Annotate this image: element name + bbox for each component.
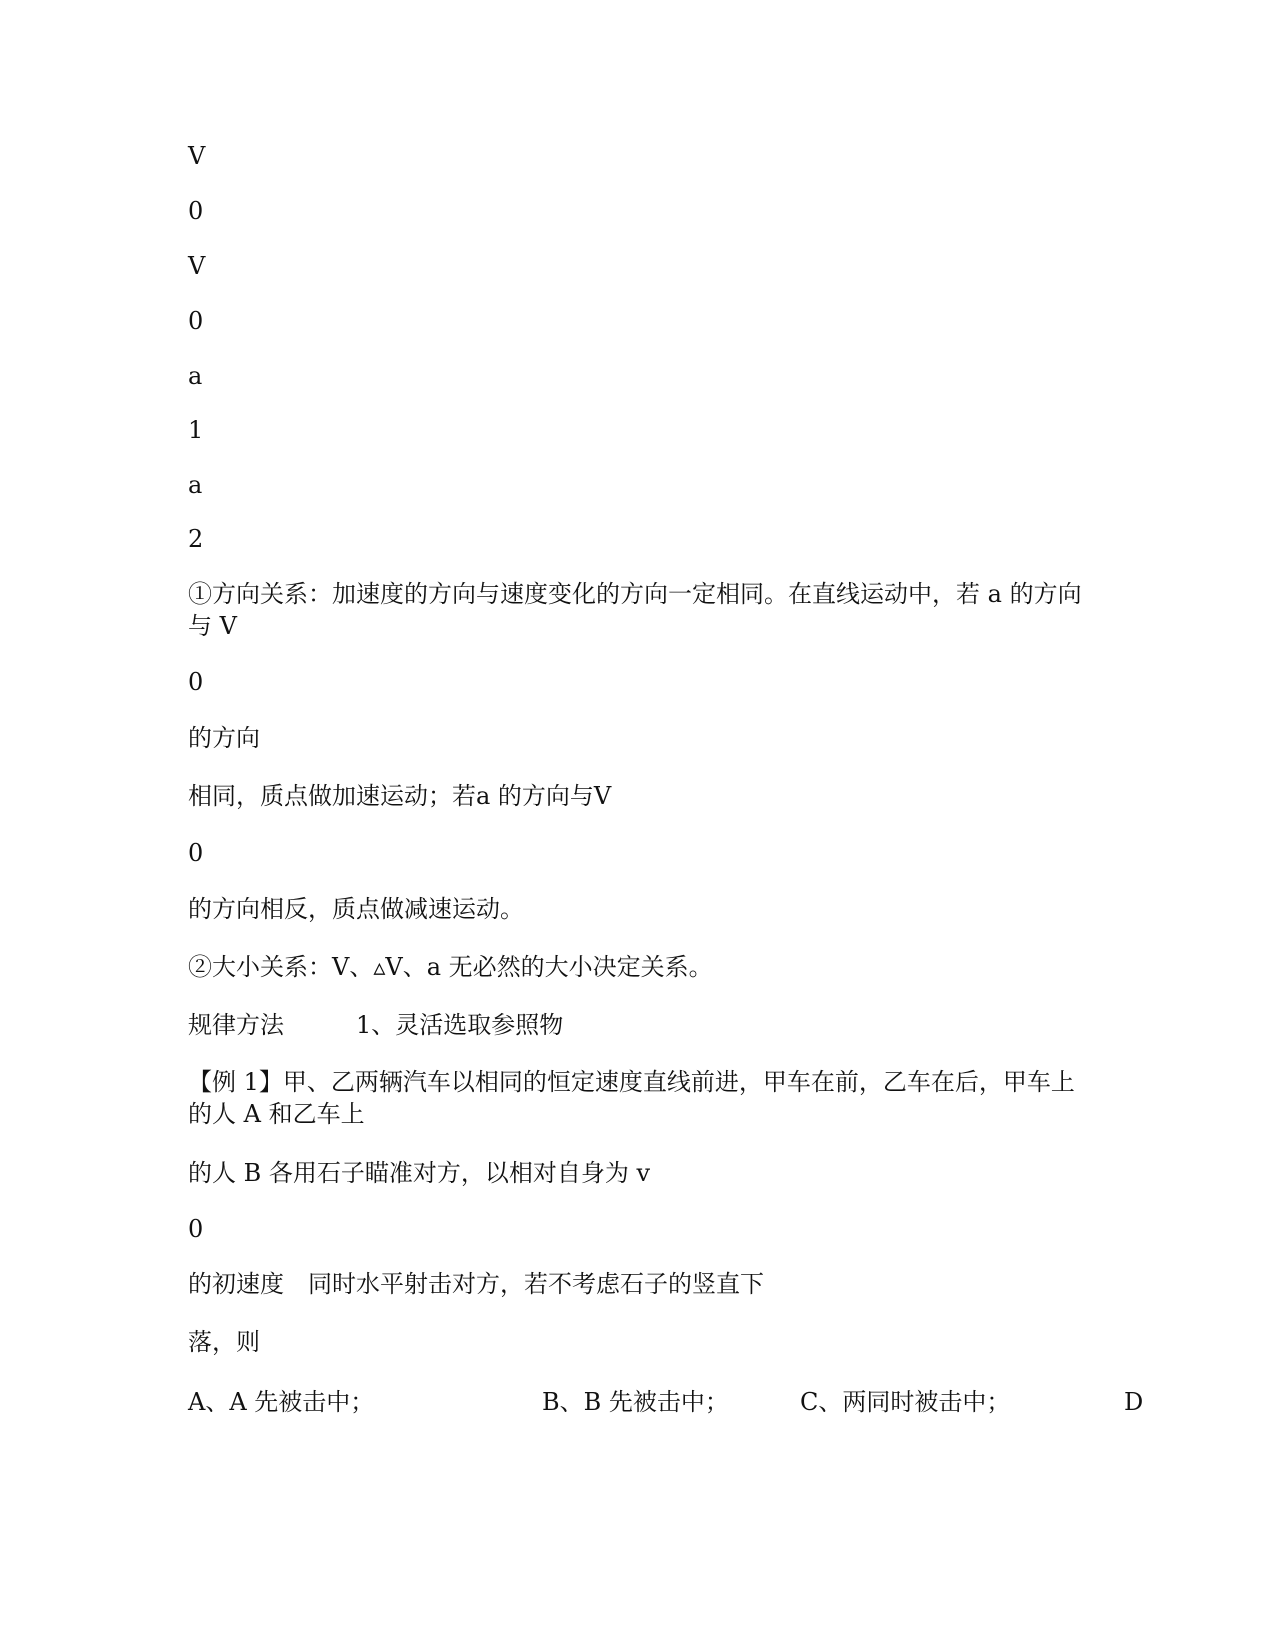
text-line: 2 — [188, 525, 204, 553]
text-line: 相同，质点做加速运动；若a 的方向与V — [188, 782, 612, 810]
text-line: 0 — [188, 197, 204, 225]
text-line: V — [188, 142, 206, 170]
paragraph-example-1: 【例 1】甲、乙两辆汽车以相同的恒定速度直线前进，甲车在前，乙车在后，甲车上的人 A 和乙车上 — [188, 1068, 1075, 1128]
text-line: 落，则 — [188, 1328, 260, 1356]
section-heading: 规律方法 1、灵活选取参照物 — [188, 1011, 564, 1039]
text-line: 0 — [188, 839, 204, 867]
text-line: 0 — [188, 1215, 204, 1243]
text-line: 的方向相反，质点做减速运动。 — [188, 895, 524, 923]
paragraph-direction-relation: ①方向关系：加速度的方向与速度变化的方向一定相同。在直线运动中，若 a 的方向与 V — [188, 580, 1082, 640]
option-b: B、B 先被击中； — [542, 1388, 729, 1416]
option-d: D — [1124, 1388, 1144, 1416]
text-line: 的人 B 各用石子瞄准对方，以相对自身为 v — [188, 1159, 651, 1187]
text-line: V — [188, 252, 206, 280]
text-line: a — [188, 471, 203, 499]
option-c: C、两同时被击中； — [800, 1388, 1011, 1416]
text-line: 0 — [188, 668, 204, 696]
text-line: 1 — [188, 416, 204, 444]
text-line: 0 — [188, 307, 204, 335]
option-a: A、A 先被击中； — [188, 1388, 375, 1416]
text-line: ②大小关系：V、▵V、a 无必然的大小决定关系。 — [188, 953, 713, 981]
text-line: 的初速度 同时水平射击对方，若不考虑石子的竖直下 — [188, 1270, 764, 1298]
text-line: a — [188, 362, 203, 390]
text-line: 的方向 — [188, 724, 260, 752]
